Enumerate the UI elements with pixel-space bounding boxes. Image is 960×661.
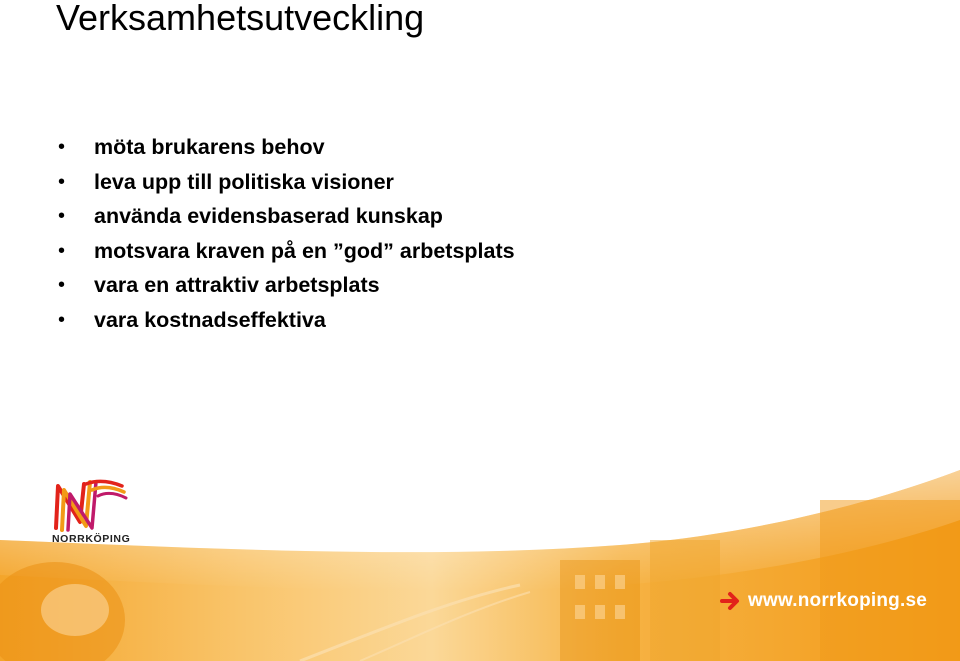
website-url[interactable]: www.norrkoping.se — [748, 590, 927, 611]
bullet-dot: • — [58, 205, 66, 227]
bullet-text: möta brukarens behov — [94, 135, 325, 159]
bullet-list — [56, 130, 515, 337]
bullet-dot: • — [58, 274, 66, 296]
arrow-right-icon — [720, 591, 742, 611]
bullet-dot: • — [58, 239, 66, 262]
bullet-item — [56, 165, 515, 200]
bullet-text: använda evidensbaserad kunskap — [94, 204, 443, 228]
bullet-item — [56, 130, 515, 165]
bullet-dot: • — [58, 308, 66, 331]
bullet-text: motsvara kraven på en ”god” arbetsplats — [94, 238, 515, 263]
bullet-text: vara kostnadseffektiva — [94, 307, 326, 332]
bullet-dot: • — [58, 170, 66, 193]
bullet-text: leva upp till politiska visioner — [94, 169, 394, 194]
website-link[interactable] — [720, 590, 927, 612]
bullet-item — [56, 199, 515, 234]
bullet-item — [56, 303, 515, 338]
bullet-text: vara en attraktiv arbetsplats — [94, 273, 380, 297]
slide-title: Verksamhetsutveckling — [56, 0, 425, 38]
bullet-item — [56, 234, 515, 269]
logo-text: NORRKÖPING — [52, 533, 131, 545]
bullet-dot: • — [58, 136, 66, 158]
bullet-item — [56, 268, 515, 303]
